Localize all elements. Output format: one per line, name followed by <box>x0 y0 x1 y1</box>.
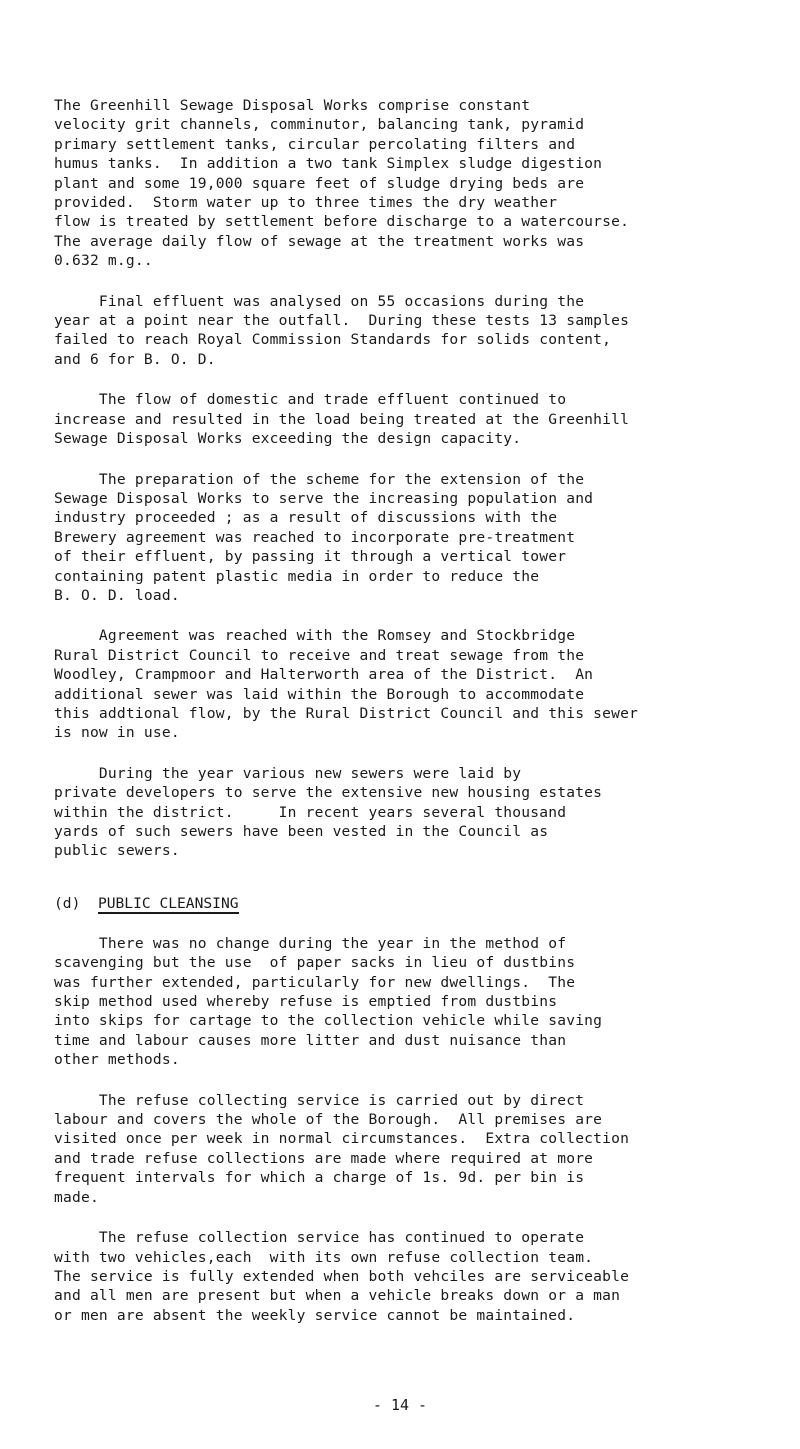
text-line: scavenging but the use of paper sacks in lieu of dustbins <box>54 954 576 972</box>
section-heading <box>54 894 778 914</box>
text-line: humus tanks. In addition a two tank Simplex sludge digestion <box>54 155 603 173</box>
text-line: provided. Storm water up to three times the dry weather <box>54 194 558 212</box>
text-line: increase and resulted in the load being treated at the Greenhill <box>54 410 630 428</box>
text-line: of their effluent, by passing it through a vertical tower <box>54 548 567 566</box>
text-line: failed to reach Royal Commission Standards for solids content, <box>54 331 612 349</box>
text-line: and 6 for B. O. D. <box>54 350 216 368</box>
text-line: containing patent plastic media in order to reduce the <box>54 567 540 585</box>
text-line: and trade refuse collections are made where required at more <box>54 1149 594 1167</box>
text-line: into skips for cartage to the collection vehicle while saving <box>54 1012 603 1030</box>
text-line: The preparation of the scheme for the extension of the <box>54 470 585 488</box>
text-line: additional sewer was laid within the Borough to accommodate <box>54 685 585 703</box>
text-line: or men are absent the weekly service cannot be maintained. <box>54 1306 576 1324</box>
text-line: plant and some 19,000 square feet of sludge drying beds are <box>54 174 585 192</box>
text-line: year at a point near the outfall. During these tests 13 samples <box>54 312 630 330</box>
text-line: time and labour causes more litter and dust nuisance than <box>54 1031 567 1049</box>
text-line: 0.632 m.g.. <box>54 252 153 270</box>
paragraph <box>54 764 778 861</box>
paragraphs-bottom <box>54 934 778 1325</box>
text-line: Woodley, Crampmoor and Halterworth area of the District. An <box>54 666 594 684</box>
text-line: within the district. In recent years several thousand <box>54 803 567 821</box>
text-line: Sewage Disposal Works exceeding the design capacity. <box>54 430 522 448</box>
paragraph <box>54 626 778 742</box>
section-number: (d) <box>54 894 81 912</box>
text-line: B. O. D. load. <box>54 586 180 604</box>
text-line: yards of such sewers have been vested in the Council as <box>54 823 549 840</box>
paragraphs-top <box>54 96 778 861</box>
text-line: velocity grit channels, comminutor, balancing tank, pyramid <box>54 116 585 134</box>
section-title: PUBLIC CLEANSING <box>97 894 239 912</box>
text-line: skip method used whereby refuse is emptied from dustbins <box>54 993 558 1011</box>
paragraph <box>54 934 778 1070</box>
text-line: The service is fully extended when both vehciles are serviceable <box>54 1267 630 1285</box>
text-line: other methods. <box>54 1051 180 1069</box>
text-line: public sewers. <box>54 842 180 860</box>
text-line: There was no change during the year in the method of <box>54 934 567 952</box>
text-line: this addtional flow, by the Rural District Council and this sewer <box>54 704 639 722</box>
text-line: labour and covers the whole of the Borough. All premises are <box>54 1111 603 1129</box>
text-line: The Greenhill Sewage Disposal Works comprise constant <box>54 97 531 114</box>
paragraph <box>54 390 778 448</box>
text-line: Brewery agreement was reached to incorporate pre-treatment <box>54 528 576 546</box>
text-line: Sewage Disposal Works to serve the increasing population and <box>54 489 594 507</box>
text-line: During the year various new sewers were laid by <box>54 764 522 782</box>
paragraph <box>54 292 778 370</box>
text-line: Final effluent was analysed on 55 occasions during the <box>54 292 585 310</box>
paragraph <box>54 1091 778 1207</box>
paragraph <box>54 1228 778 1325</box>
text-line: Agreement was reached with the Romsey and Stockbridge <box>54 627 576 645</box>
text-line: The flow of domestic and trade effluent continued to <box>54 391 567 409</box>
text-line: frequent intervals for which a charge of 1s. 9d. per bin is <box>54 1169 585 1187</box>
text-line: industry proceeded ; as a result of discussions with the <box>54 509 558 527</box>
page-number: - 14 - <box>372 1396 428 1414</box>
paragraph <box>54 470 778 606</box>
paragraph <box>54 96 778 271</box>
text-line: primary settlement tanks, circular percolating filters and <box>54 135 576 153</box>
text-line: The refuse collecting service is carried out by direct <box>54 1091 585 1109</box>
text-line: visited once per week in normal circumstances. Extra collection <box>54 1130 630 1148</box>
text-line: The refuse collection service has continued to operate <box>54 1229 585 1247</box>
text-line: with two vehicles,each with its own refuse collection team. <box>54 1248 594 1266</box>
text-line: flow is treated by settlement before discharge to a watercourse. <box>54 213 630 231</box>
text-line: Rural District Council to receive and treat sewage from the <box>54 646 585 664</box>
document-page <box>54 96 778 1346</box>
text-line: is now in use. <box>54 724 180 742</box>
text-line: The average daily flow of sewage at the treatment works was <box>54 232 585 250</box>
text-line: made. <box>54 1188 99 1206</box>
text-line: private developers to serve the extensive new housing estates <box>54 784 603 802</box>
text-line: was further extended, particularly for new dwellings. The <box>54 973 576 991</box>
text-line: and all men are present but when a vehicle breaks down or a man <box>54 1287 621 1305</box>
